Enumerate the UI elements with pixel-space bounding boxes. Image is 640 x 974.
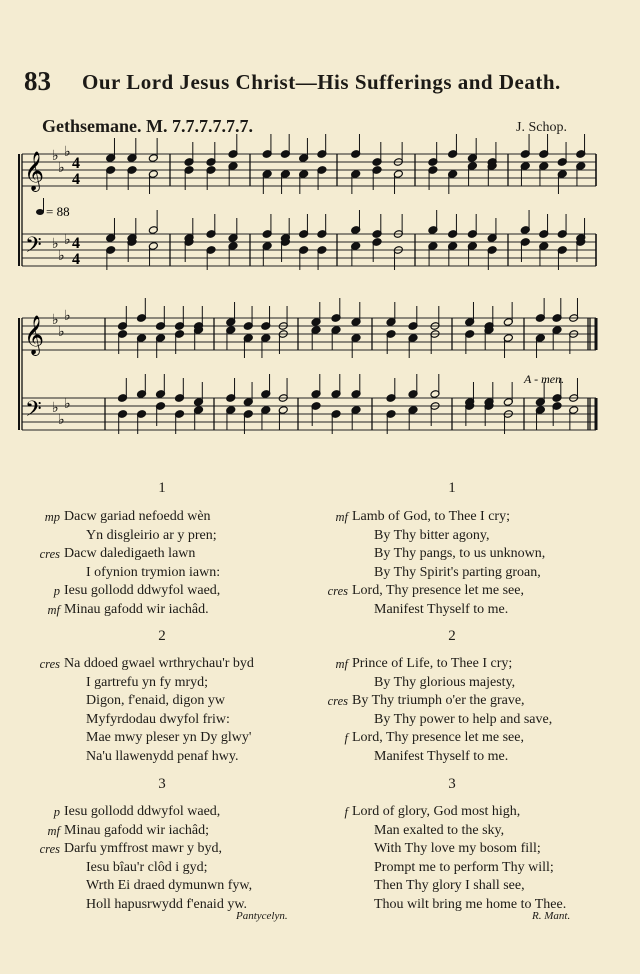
lyric-text: Digon, f'enaid, digon yw	[86, 693, 226, 708]
lyric-text: Dacw daledigaeth lawn	[64, 546, 196, 561]
flat-sign: ♭	[64, 309, 71, 324]
flat-sign: ♭	[64, 145, 71, 160]
stanza-line	[64, 527, 220, 546]
lyric-text: Minau gafodd wir iachâd;	[64, 822, 210, 838]
stanza-line	[344, 803, 566, 822]
lyric-text: Mae mwy pleser yn Dy glwy'	[86, 730, 252, 745]
composer: J. Schop.	[516, 120, 567, 135]
english-stanza	[327, 655, 553, 766]
stanza-line	[47, 601, 220, 620]
lyric-text: Lord of glory, God most high,	[352, 804, 521, 819]
flat-sign: ♭	[58, 325, 65, 340]
lyric-text: Minau gafodd wir iachâd.	[64, 601, 209, 617]
lyric-text: I gartrefu yn fy mryd;	[86, 674, 209, 690]
time-signature: 4	[72, 235, 80, 252]
lyric-text: Myfyrdodau dwyfol friw:	[86, 711, 230, 727]
flat-sign: ♭	[58, 161, 65, 176]
flat-sign: ♭	[52, 313, 59, 328]
lyric-text: Then Thy glory I shall see,	[374, 878, 525, 893]
bass-clef: 𝄢	[25, 397, 42, 426]
stanza-line	[47, 822, 252, 841]
tune-name: Gethsemane. M. 7.7.7.7.7.7.	[42, 116, 253, 136]
flat-sign: ♭	[52, 401, 59, 416]
dynamic-marking: mf	[335, 657, 348, 671]
lyric-text: Darfu ymffrost mawr y byd,	[64, 841, 222, 856]
stanza-line	[352, 748, 552, 767]
dynamic-marking: f	[344, 731, 348, 745]
dynamic-marking: cres	[39, 547, 60, 561]
stanza-line	[44, 508, 220, 527]
lyric-text: Prince of Life, to Thee I cry;	[352, 656, 513, 671]
english-attribution: R. Mant.	[532, 910, 571, 922]
stanza-line	[352, 822, 566, 841]
lyric-text: Prompt me to perform Thy will;	[374, 859, 554, 875]
flat-sign: ♭	[64, 397, 71, 412]
stanza-line	[352, 711, 552, 730]
time-signature: 4	[72, 155, 80, 172]
lyric-text: By Thy glorious majesty,	[374, 674, 516, 690]
lyric-text: Dacw gariad nefoedd wèn	[64, 509, 211, 524]
stanza-line	[64, 877, 252, 896]
stanza-line	[352, 859, 566, 878]
lyric-text: By Thy pangs, to us unknown,	[374, 546, 546, 561]
flat-sign: ♭	[58, 249, 65, 264]
tempo-mark: = 88	[46, 204, 70, 219]
lyric-text: By Thy bitter agony,	[374, 527, 490, 543]
flat-sign: ♭	[64, 233, 71, 248]
lyric-text: By Thy power to help and save,	[374, 711, 553, 727]
english-stanza	[344, 803, 567, 914]
flat-sign: ♭	[58, 413, 65, 428]
treble-clef: 𝄞	[24, 153, 45, 190]
stanza-line	[64, 729, 254, 748]
lyric-text: Holl hapusrwydd f'enaid yw.	[86, 896, 248, 912]
bass-clef: 𝄢	[25, 233, 42, 262]
welsh-stanza	[39, 508, 221, 619]
lyric-text: Lord, Thy presence let me see,	[352, 583, 524, 598]
stanza-line	[352, 840, 566, 859]
stanza-line	[352, 601, 545, 620]
lyric-text: I ofynion trymion iawn:	[86, 564, 221, 580]
lyric-text: By Thy Spirit's parting groan,	[374, 564, 541, 580]
dynamic-marking: cres	[327, 584, 348, 598]
stanza-line	[39, 655, 254, 674]
time-signature: 4	[72, 251, 80, 268]
stanza-line	[64, 692, 254, 711]
welsh-verse-number: 1	[158, 480, 166, 496]
english-stanza	[327, 508, 546, 619]
lyric-text: Na ddoed gwael wrthrychau'r byd	[64, 656, 254, 671]
dynamic-marking: mf	[47, 602, 60, 617]
stanza-line	[64, 711, 254, 730]
dynamic-marking: f	[344, 805, 348, 819]
lyric-text: Yn disgleirio ar y pren;	[86, 527, 217, 543]
flat-sign: ♭	[52, 237, 59, 252]
stanza-line	[335, 508, 545, 527]
dynamic-marking: cres	[39, 842, 60, 856]
stanza-line	[344, 729, 552, 748]
welsh-stanza	[39, 803, 253, 914]
stanza-line	[64, 564, 220, 583]
english-verse-number: 1	[448, 480, 456, 496]
hymn-number: 83	[24, 66, 51, 96]
lyric-text: Iesu gollodd ddwyfol waed,	[64, 804, 221, 819]
welsh-stanza	[39, 655, 254, 766]
lyric-text: Lamb of God, to Thee I cry;	[352, 509, 510, 524]
flat-sign: ♭	[52, 149, 59, 164]
lyric-text: Manifest Thyself to me.	[374, 748, 509, 764]
stanza-line	[64, 859, 252, 878]
stanza-line	[352, 877, 566, 896]
lyric-text: Wrth Ei draed dymunwn fyw,	[86, 878, 253, 893]
stanza-line	[352, 527, 545, 546]
lyric-text: Thou wilt bring me home to Thee.	[374, 896, 567, 912]
stanza-line	[39, 840, 252, 859]
lyric-text: Man exalted to the sky,	[374, 822, 505, 838]
dynamic-marking: cres	[39, 657, 60, 671]
dynamic-marking: p	[53, 805, 60, 819]
lyric-text: By Thy triumph o'er the grave,	[352, 693, 525, 708]
english-verse-number: 3	[448, 776, 456, 792]
lyric-text: Manifest Thyself to me.	[374, 601, 509, 617]
stanza-line	[327, 582, 545, 601]
english-verse-number: 2	[448, 628, 456, 644]
welsh-attribution: Pantycelyn.	[236, 910, 288, 922]
dynamic-marking: mf	[47, 823, 60, 838]
tempo-note-icon	[36, 209, 44, 215]
stanza-line	[352, 674, 552, 693]
treble-clef: 𝄞	[24, 317, 45, 354]
lyric-text: Lord, Thy presence let me see,	[352, 730, 524, 745]
lyric-text: Iesu bîau'r clôd i gyd;	[86, 859, 208, 875]
stanza-line	[335, 655, 552, 674]
stanza-line	[64, 674, 254, 693]
dynamic-marking: cres	[327, 694, 348, 708]
welsh-verse-number: 2	[158, 628, 166, 644]
stanza-line	[53, 582, 221, 601]
stanza-line	[39, 545, 220, 564]
amen-text: A - men.	[524, 372, 565, 386]
welsh-verse-number: 3	[158, 776, 166, 792]
dynamic-marking: mp	[44, 510, 60, 524]
stanza-line	[327, 692, 552, 711]
dynamic-marking: p	[53, 584, 60, 598]
stanza-line	[352, 545, 545, 564]
music-score	[0, 0, 640, 470]
lyric-text: Na'u llawenydd penaf hwy.	[86, 748, 239, 764]
dynamic-marking: mf	[335, 510, 348, 524]
stanza-line	[352, 564, 545, 583]
time-signature: 4	[72, 171, 80, 188]
hymn-title: Our Lord Jesus Christ—His Sufferings and Death.	[82, 70, 561, 94]
lyric-text: With Thy love my bosom fill;	[374, 841, 541, 856]
stanza-line	[53, 803, 252, 822]
stanza-line	[64, 748, 254, 767]
stanza-line	[64, 896, 252, 915]
lyric-text: Iesu gollodd ddwyfol waed,	[64, 583, 221, 598]
